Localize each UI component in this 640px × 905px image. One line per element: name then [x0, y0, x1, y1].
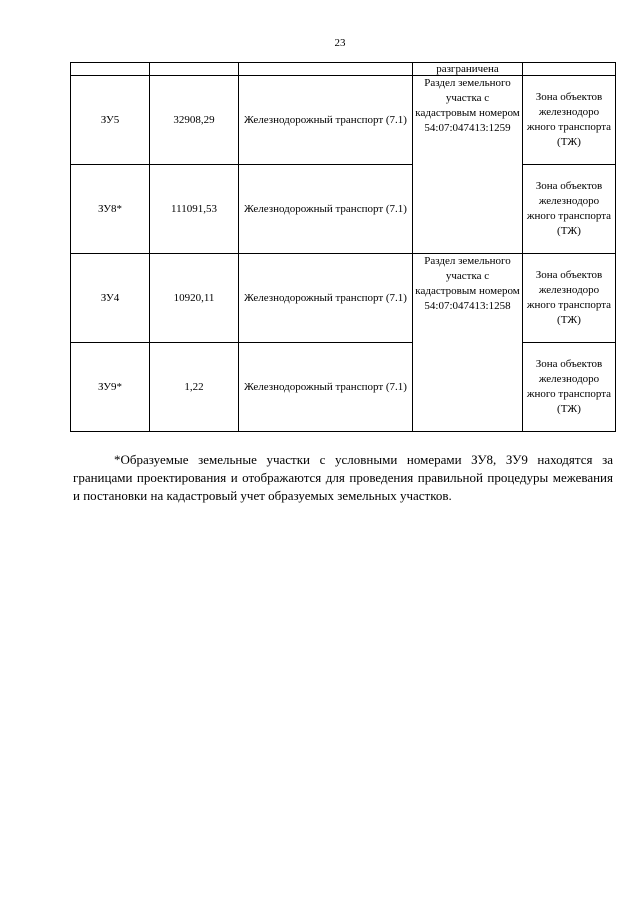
territorial-zone-cell: Зона объектов железнодоро жного транспорта (ТЖ)	[523, 165, 616, 254]
plot-area-cell: 32908,29	[150, 76, 239, 165]
territorial-zone-cell: Зона объектов железнодоро жного транспорта (ТЖ)	[523, 343, 616, 432]
continued-cell-method: разграничена	[413, 63, 523, 76]
continued-cell-use	[239, 63, 413, 76]
continued-row	[71, 63, 616, 76]
plot-code-cell: ЗУ5	[71, 76, 150, 165]
plot-area-cell: 1,22	[150, 343, 239, 432]
footnote: *Образуемые земельные участки с условными номерами ЗУ8, ЗУ9 находятся за границами проектирования и отображаются для проведения правильной процедуры межевания и постановки на кадастровый учет образуемых земельных участков.	[73, 452, 613, 503]
permitted-use-cell: Железнодорожный транспорт (7.1)	[239, 343, 413, 432]
land-plots-table	[70, 62, 616, 432]
table-row	[71, 343, 616, 432]
plot-code-cell: ЗУ8*	[71, 165, 150, 254]
territorial-zone-cell: Зона объектов железнодоро жного транспорта (ТЖ)	[523, 76, 616, 165]
plot-code-cell: ЗУ9*	[71, 343, 150, 432]
table-row	[71, 254, 616, 343]
plot-area-cell: 111091,53	[150, 165, 239, 254]
permitted-use-cell: Железнодорожный транспорт (7.1)	[239, 165, 413, 254]
formation-method-cell: Раздел земельного участка с кадастровым номером 54:07:047413:1258	[413, 254, 523, 432]
page-number: 23	[334, 37, 346, 49]
plot-area-cell: 10920,11	[150, 254, 239, 343]
territorial-zone-cell: Зона объектов железнодоро жного транспорта (ТЖ)	[523, 254, 616, 343]
permitted-use-cell: Железнодорожный транспорт (7.1)	[239, 76, 413, 165]
table-row	[71, 165, 616, 254]
formation-method-cell: Раздел земельного участка с кадастровым номером 54:07:047413:1259	[413, 76, 523, 254]
continued-cell-zone	[523, 63, 616, 76]
continued-cell-area	[150, 63, 239, 76]
permitted-use-cell: Железнодорожный транспорт (7.1)	[239, 254, 413, 343]
plot-code-cell: ЗУ4	[71, 254, 150, 343]
continued-cell-code	[71, 63, 150, 76]
table-row	[71, 76, 616, 165]
